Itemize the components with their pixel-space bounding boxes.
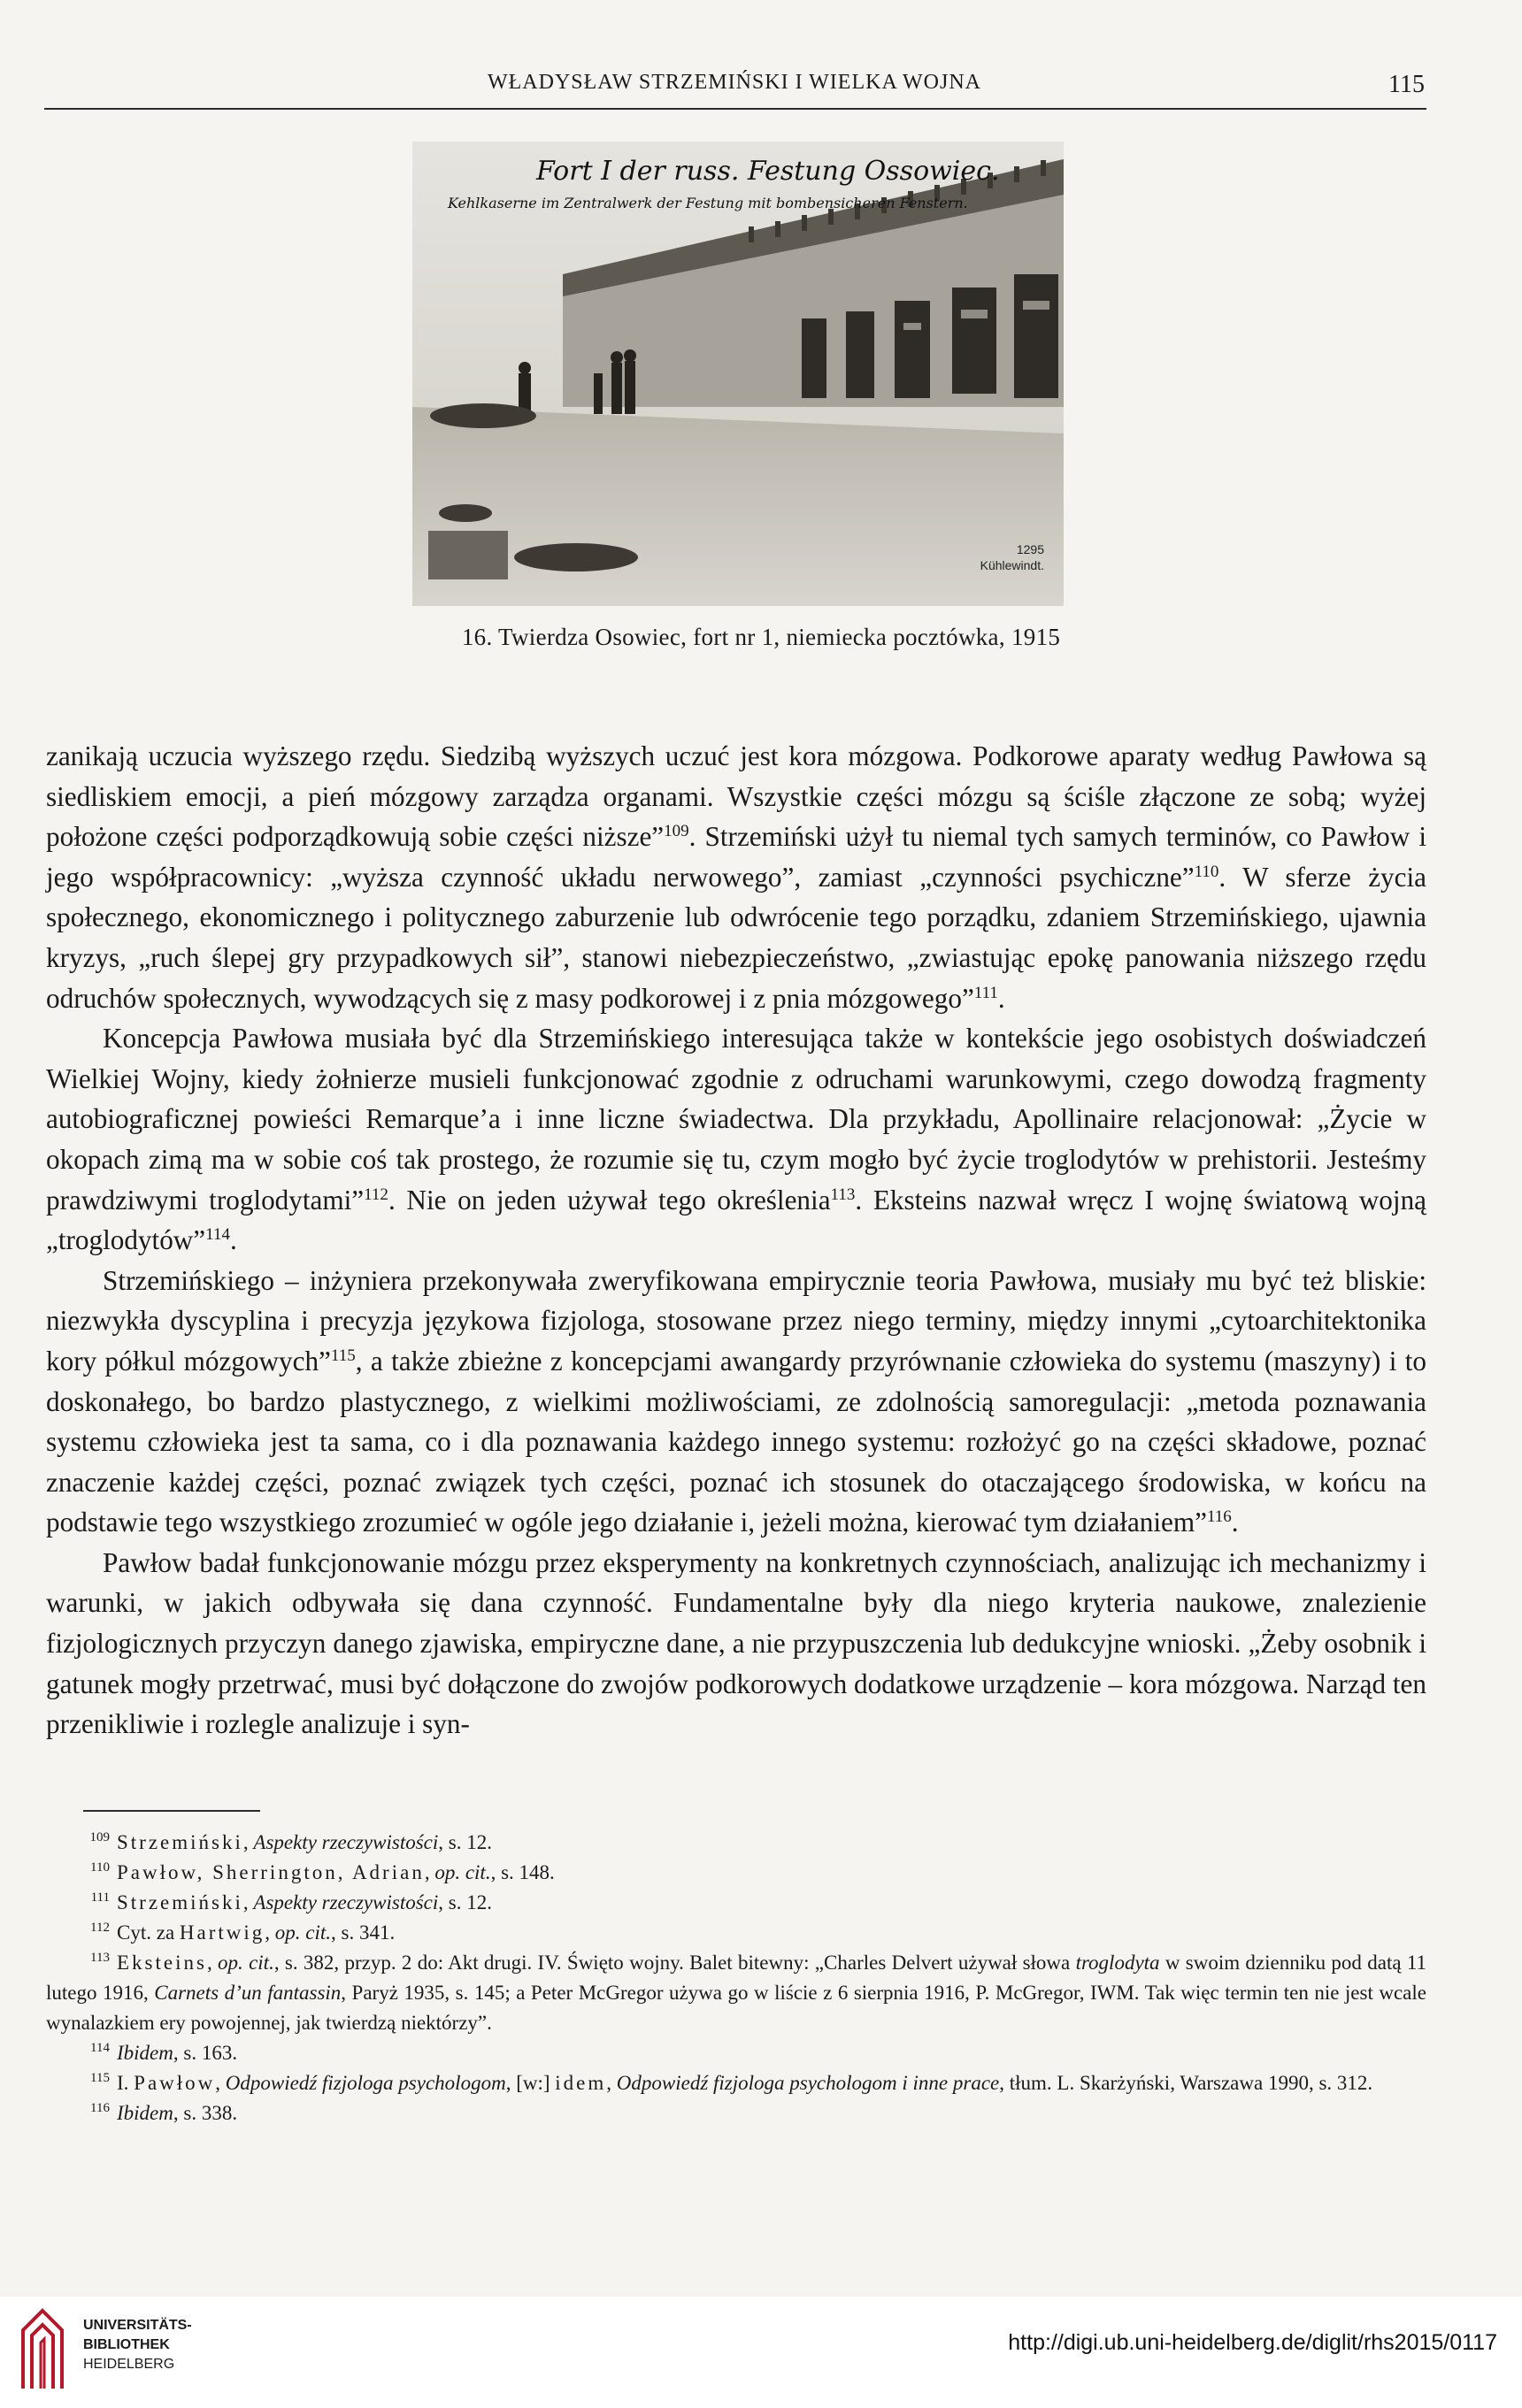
paragraph (46, 736, 1426, 1018)
footnote-text: , s. 341. (331, 1921, 396, 1944)
footnote-text: , s. 338. (173, 2102, 238, 2124)
footnote-text: , [w:] (505, 2072, 556, 2094)
footnote-title: Odpowiedź fizjologa psychologom (225, 2072, 506, 2094)
postcard-serial: 1295 (1016, 542, 1044, 556)
footnote-number: 110 (90, 1860, 110, 1875)
text-run: zanikają uczucia wyższego rzędu. Siedzibą wyższych uczuć jest kora mózgowa. Podkorowe aparaty według Pawłowa są siedliskiem emocji, a pień mózgowy zarządza organami. Wszystkie części mózgu są ściśle złączone ze sobą; wyżej położone części podporządkowują sobie części niższe” (46, 740, 1426, 853)
footnote-ref[interactable]: 115 (330, 1346, 356, 1365)
footnote-ref[interactable]: 112 (364, 1185, 388, 1204)
footnote-115: 115 I. Pawłow, Odpowiedź fizjologa psychologom, [w:] idem, Odpowiedź fizjologa psychologom i inne prace, tłum. L. Skarżyński, Warszawa 1990, s. 312. (46, 2068, 1426, 2098)
postcard-subtitle: Kehlkaserne im Zentralwerk der Festung mit bombensicheren Fenstern. (448, 195, 968, 211)
footnote-ref[interactable]: 114 (205, 1225, 230, 1245)
footnote-number: 114 (90, 2041, 110, 2055)
footnote-text: , s. 382, przyp. 2 do: Akt drugi. IV. Święto wojny. Balet bitewny: „Charles Delvert używał słowa (273, 1952, 1076, 1974)
postcard-photo (412, 142, 1064, 606)
footnote-text: w swoim dzienniku pod datą 11 lutego 1916, (46, 1952, 1427, 2004)
text-run: Koncepcja Pawłowa musiała być dla Strzemińskiego interesująca także w kontekście jego osobistych doświadczeń Wielkiej Wojny, kiedy żołnierze musieli funkcjonować zgodnie z odruchami warunkowymi, czego dowodzą fragmenty autobiograficznej powieści Remarque’a i inne liczne świadectwa. Dla przykładu, Apollinaire relacjonował: „Życie w okopach zimą ma w sobie coś tak prostego, że rozumie się tu, czym mogło być życie troglodytów w prehistorii. Jesteśmy prawdziwymi troglodytami” (46, 1023, 1426, 1216)
text-run: . Nie on jeden używał tego określenia (388, 1184, 831, 1216)
footnote-text: , (606, 2072, 617, 2094)
footnote-text: , s. 163. (173, 2042, 238, 2064)
running-title: WŁADYSŁAW STRZEMIŃSKI I WIELKA WOJNA (487, 71, 982, 94)
footnote-113: 113 Eksteins, op. cit., s. 382, przyp. 2 do: Akt drugi. IV. Święto wojny. Balet bitewny: „Charles Delvert używał słowa troglodyta w swoim dzienniku pod datą 11 lutego 1916, Carnets d’un fantassin, Paryż 1935, s. 145; a Peter McGregor używa go w liście z 6 sierpnia 1916, P. McGregor, IWM. Tak więc termin ten nie jest wcale wynalazkiem ery powojennej, jak twierdzą niektórzy”. (46, 1948, 1426, 2038)
footnote-author: Hartwig (179, 1921, 265, 1944)
figure-caption: 16. Twierdza Osowiec, fort nr 1, niemiecka pocztówka, 1915 (461, 624, 1061, 650)
footnote-author: Pawłow, Sherrington, Adrian (117, 1861, 425, 1883)
library-name-line: BIBLIOTHEK (83, 2337, 170, 2352)
library-name (83, 2316, 192, 2374)
footnote-number: 112 (90, 1921, 110, 1935)
footnote-italic: Carnets d’un fantassin (154, 1982, 342, 2004)
footnote-title: op. cit. (218, 1952, 274, 1974)
text-run: . Strzemiński użył tu niemal tych samych terminów, co Pawłow i jego współpracownicy: „wyższa czynność układu nerwowego”, zamiast „czynności psychiczne” (46, 821, 1426, 893)
text-run: Pawłow badał funkcjonowanie mózgu przez eksperymenty na konkretnych czynnościach, analizując ich mechanizmy i warunki, w jakich odbywała się dana czynność. Fundamentalne były dla niego kryteria naukowe, znalezienie fizjologicznych przyczyn danego zjawiska, empiryczne dane, a nie przypuszczenia lub dedukcyjne wnioski. „Żeby osobnik i gatunek mogły przetrwać, musi być dołączone do zwojów podkorowych dodatkowe urządzenie – kora mózgowa. Narząd ten przenikliwie i rozlegle analizuje i syn- (46, 1546, 1426, 1740)
library-logo-icon (16, 2304, 69, 2392)
paragraph (46, 1018, 1426, 1261)
digitization-footer (0, 2297, 1522, 2408)
body-text (46, 736, 1426, 1745)
footnote-title: op. cit. (274, 1921, 332, 1944)
source-url-link[interactable]: http://digi.ub.uni-heidelberg.de/diglit/rhs2015/0117 (1008, 2330, 1497, 2355)
footnote-author: Pawłow (134, 2072, 216, 2094)
footnote-ref[interactable]: 109 (664, 822, 689, 841)
footnote-title: Aspekty rzeczywistości (253, 1891, 439, 1913)
text-run: . Eksteins nazwał wręcz I wojnę światową wojną „troglodytów” (46, 1184, 1427, 1256)
running-head (44, 71, 1425, 106)
footnote-rule (83, 1810, 260, 1812)
text-run: . (1231, 1507, 1239, 1538)
footnote-112: 112 Cyt. za Hartwig, op. cit., s. 341. (46, 1918, 1426, 1948)
footnote-text: I. (117, 2072, 135, 2094)
text-run: . W sferze życia społecznego, ekonomicznego i politycznego zaburzenie lub odwrócenie tego porządku, zdaniem Strzemińskiego, ujawnia kryzys, „ruch ślepej gry przypadkowych sił”, stanowi niebezpieczeństwo, „zwiastując epokę panowania niższego rzędu odruchów społecznych, wywodzących się z masy podkorowej i z pnia mózgowego” (46, 861, 1427, 1014)
footnote-author: idem (555, 2072, 607, 2094)
footnote-author: Eksteins (117, 1952, 207, 1974)
postcard-publisher: Kühlewindt. (980, 558, 1044, 572)
footnote-title: Ibidem (117, 2042, 173, 2064)
footnote-ref[interactable]: 113 (830, 1185, 856, 1204)
page-number: 115 (1388, 71, 1425, 98)
footnote-author: Strzemiński (117, 1831, 243, 1853)
text-run: . (229, 1224, 237, 1256)
footnote-text: Cyt. za (117, 1921, 180, 1944)
footnote-114 (46, 2038, 1426, 2068)
footnote-116 (46, 2098, 1426, 2128)
footnotes (46, 1828, 1426, 2128)
footnote-author: Strzemiński (117, 1891, 243, 1913)
footnote-italic: Odpowiedź fizjologa psychologom i inne prace (616, 2072, 1000, 2094)
footnote-110: 110 Pawłow, Sherrington, Adrian, op. cit., s. 148. (46, 1858, 1426, 1888)
footnote-title: Aspekty rzeczywistości (253, 1831, 439, 1853)
footnote-number: 109 (89, 1830, 110, 1844)
footnote-number: 116 (90, 2101, 110, 2115)
postcard-title: Fort I der russ. Festung Ossowiec. (536, 156, 1000, 187)
footnote-text: , s. 148. (490, 1861, 555, 1883)
text-run: . (997, 982, 1005, 1014)
footnote-109: 109 Strzemiński, Aspekty rzeczywistości, s. 12. (46, 1828, 1426, 1858)
text-run: , a także zbieżne z koncepcjami awangardy przyrównanie człowieka do systemu (maszyny) i to doskonałego, bo bardzo plastycznego, z wielkimi możliwościami, ze zdolnością samoregulacji: „metoda poznawania systemu człowieka jest ta sama, co i dla poznawania każdego innego systemu: rozłożyć go na części składowe, poznać znaczenie każdej części, poznać związek tych części, poznać ich stosunek do otaczającego środowiska, w końcu na podstawie tego wszystkiego zrozumieć w ogóle jego działanie i, jeżeli można, kierować tym działaniem” (46, 1345, 1426, 1538)
footnote-ref[interactable]: 110 (1194, 862, 1219, 881)
footnote-text: , tłum. L. Skarżyński, Warszawa 1990, s. 312. (999, 2072, 1373, 2094)
footnote-title: op. cit. (434, 1861, 491, 1883)
footnote-title: Ibidem (117, 2102, 173, 2124)
footnote-number: 111 (90, 1890, 110, 1905)
footnote-text: , Paryż 1935, s. 145; a Peter McGregor używa go w liście z 6 sierpnia 1916, P. McGregor, IWM. Tak więc termin ten nie jest wcale wynalazkiem ery powojennej, jak twierdzą niektórzy”. (46, 1982, 1426, 2034)
postcard-number (980, 541, 1044, 573)
footnote-number: 115 (90, 2071, 110, 2085)
footnote-text: , s. 12. (438, 1891, 492, 1913)
footnote-italic: troglodyta (1075, 1952, 1160, 1974)
footnote-ref[interactable]: 111 (973, 983, 998, 1002)
library-name-line: HEIDELBERG (83, 2357, 175, 2372)
footnote-number: 113 (90, 1951, 110, 1965)
footnote-ref[interactable]: 116 (1207, 1507, 1232, 1527)
library-name-line: UNIVERSITÄTS- (83, 2318, 192, 2333)
footnote-text: , s. 12. (438, 1831, 492, 1853)
footnote-111: 111 Strzemiński, Aspekty rzeczywistości, s. 12. (46, 1888, 1426, 1918)
paragraph (46, 1543, 1426, 1745)
text-run: Strzemińskiego – inżyniera przekonywała zweryfikowana empirycznie teoria Pawłowa, musiały mu być też bliskie: niezwykła dyscyplina i precyzja językowa fizjologa, stosowane przez niego terminy, między innymi „cytoarchitektonika kory półkul mózgowych” (46, 1264, 1426, 1377)
paragraph (46, 1261, 1426, 1543)
header-rule (44, 108, 1426, 110)
